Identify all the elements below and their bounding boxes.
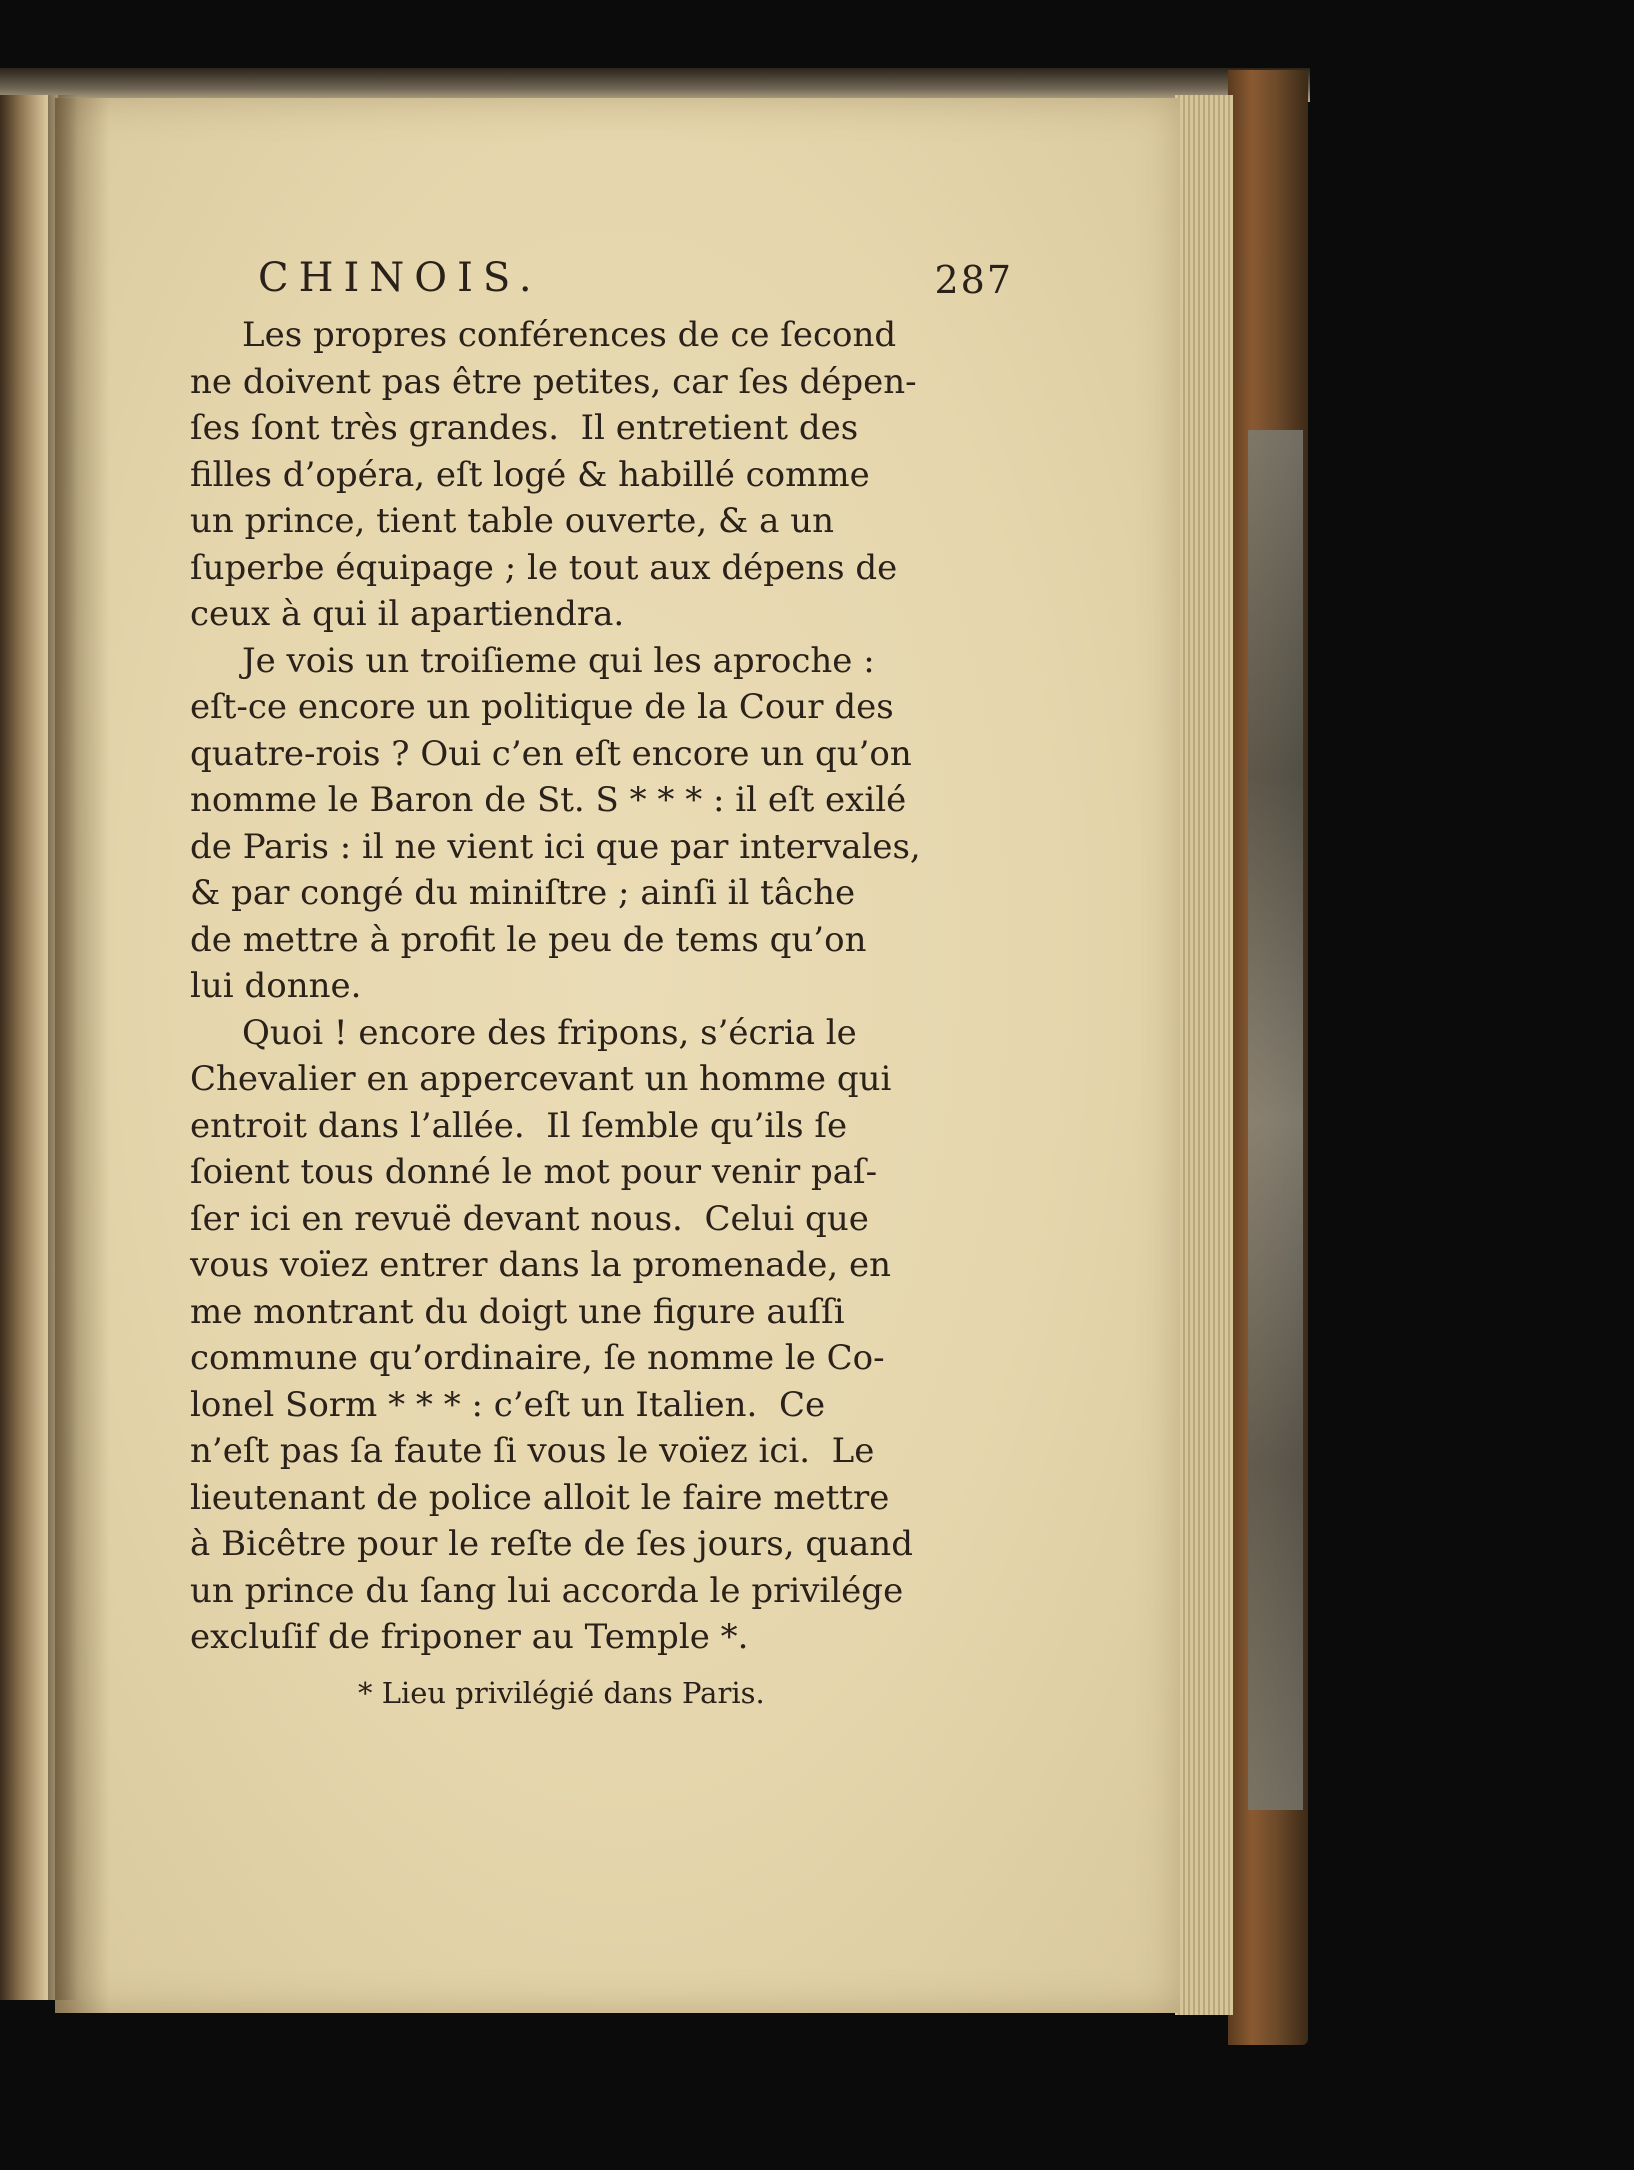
- text-line: [190, 1335, 1013, 1382]
- line-text: ſer ici en revuë devant nous. Celui que: [190, 1198, 869, 1239]
- line-text: vous voïez entrer dans la promenade, en: [190, 1245, 892, 1285]
- line-text: ſoient tous donné le mot pour venir paſ-: [190, 1152, 878, 1192]
- line-text: lui donne.: [190, 966, 362, 1006]
- line-text: entroit dans l’allée. Il ſemble qu’ils ſe: [190, 1105, 848, 1146]
- line-text: lonel Sorm * * * : c’eſt un Italien. Ce: [190, 1384, 826, 1425]
- footnote: * Lieu privilégié dans Paris.: [358, 1675, 765, 1710]
- text-line: [190, 1056, 1013, 1103]
- text-line: [190, 870, 1013, 917]
- text-line: [190, 1103, 1013, 1150]
- line-text: Quoi ! encore des fripons, s’écria le: [242, 1012, 857, 1053]
- line-text: de Paris : il ne vient ici que par intervales,: [190, 826, 921, 867]
- line-text: excluſif de friponer au Temple *.: [190, 1617, 749, 1657]
- line-text: commune qu’ordinaire, ſe nomme le Co-: [190, 1338, 885, 1378]
- text-line: [190, 731, 1013, 778]
- line-text: un prince du ſang lui accorda le privilége: [190, 1570, 904, 1611]
- text-line: [190, 1149, 1013, 1196]
- text-line: [190, 684, 1013, 731]
- text-line: [190, 452, 1013, 499]
- text-line: [190, 1521, 1013, 1568]
- text-line: [190, 638, 1013, 685]
- text-line: [190, 1475, 1013, 1522]
- paragraph-2: [190, 638, 1013, 1010]
- text-line: [190, 1568, 1013, 1615]
- line-text: un prince, tient table ouverte, & a un: [190, 501, 834, 541]
- line-text: & par congé du miniſtre ; ainſi il tâche: [190, 873, 856, 913]
- text-line: [190, 1289, 1013, 1336]
- text-line: [190, 591, 1013, 638]
- line-text: ne doivent pas être petites, car ſes dépen-: [190, 361, 917, 402]
- line-text: de mettre à profit le peu de tems qu’on: [190, 919, 867, 960]
- line-text: lieutenant de police alloit le faire mettre: [190, 1477, 890, 1518]
- text-line: [190, 1614, 1013, 1661]
- line-text: à Bicêtre pour le reſte de ſes jours, quand: [190, 1524, 913, 1564]
- running-head-title: CHINOIS.: [258, 255, 542, 301]
- text-line: [190, 545, 1013, 592]
- gutter-shadow: [55, 98, 110, 2013]
- page-text-block: [190, 248, 1013, 1715]
- text-line: [190, 498, 1013, 545]
- marbled-cover-panel: [1248, 430, 1303, 1810]
- line-text: n’eſt pas ſa faute ſi vous le voïez ici. Le: [190, 1431, 875, 1471]
- line-text: quatre-rois ? Oui c’en eſt encore un qu’on: [190, 733, 912, 774]
- text-line: [190, 1428, 1013, 1475]
- text-line: [190, 1196, 1013, 1243]
- page-edges-stack: [1175, 95, 1233, 2015]
- text-line: [190, 1242, 1013, 1289]
- running-head: [190, 248, 1013, 312]
- text-line: [190, 1010, 1013, 1057]
- line-text: ſes ſont très grandes. Il entretient des: [190, 408, 859, 448]
- text-line: [190, 1382, 1013, 1429]
- text-line: [190, 917, 1013, 964]
- text-line: [190, 777, 1013, 824]
- text-line: [190, 312, 1013, 359]
- line-text: filles d’opéra, eſt logé & habillé comme: [190, 454, 870, 495]
- line-text: eſt-ce encore un politique de la Cour des: [190, 687, 894, 727]
- binding-top-edge: [0, 68, 1310, 102]
- line-text: Chevalier en appercevant un homme qui: [190, 1059, 892, 1099]
- text-line: [190, 359, 1013, 406]
- line-text: nomme le Baron de St. S * * * : il eſt exilé: [190, 780, 907, 820]
- line-text: Je vois un troiſieme qui les aproche :: [242, 640, 875, 681]
- text-line: [190, 824, 1013, 871]
- line-text: ceux à qui il apartiendra.: [190, 594, 625, 634]
- page-number: 287: [934, 258, 1013, 302]
- text-line: [190, 963, 1013, 1010]
- paragraph-1: [190, 312, 1013, 638]
- line-text: Les propres conférences de ce ſecond: [242, 315, 897, 355]
- line-text: me montrant du doigt une figure auſſi: [190, 1291, 845, 1332]
- text-line: [190, 405, 1013, 452]
- paragraph-3: [190, 1010, 1013, 1661]
- line-text: ſuperbe équipage ; le tout aux dépens de: [190, 547, 898, 588]
